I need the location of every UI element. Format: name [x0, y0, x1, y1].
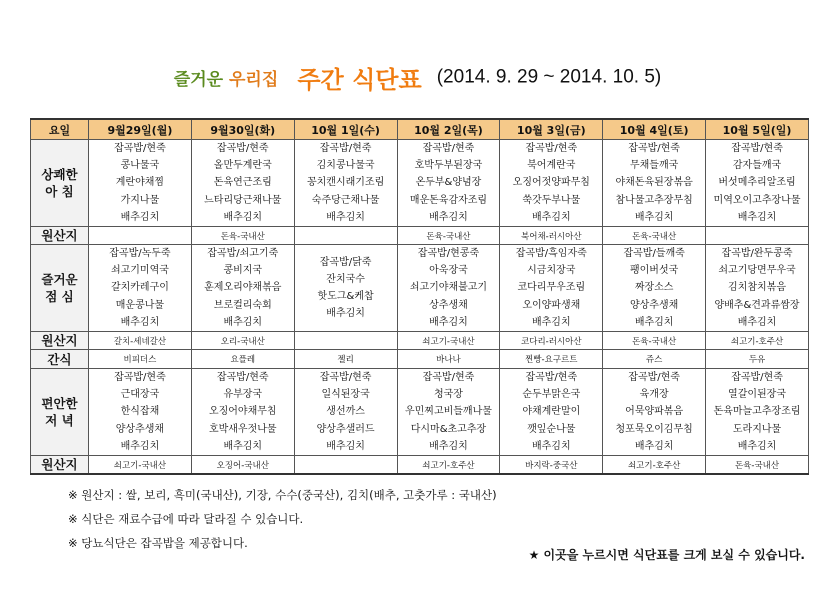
menu-cell: [500, 245, 603, 332]
menu-cell: [397, 140, 500, 227]
header-cell: 9월29일(월): [89, 119, 192, 140]
dish-item: 잡곡밥/현죽: [628, 143, 680, 154]
menu-cell: [294, 140, 397, 227]
origin-cell: [294, 456, 397, 475]
dish-item: 청국장: [433, 389, 463, 401]
dish-item: 코다리무우조림: [517, 282, 586, 294]
header-cell: 10월 2일(목): [397, 119, 500, 140]
dish-item: 잡곡밥/닭죽: [319, 256, 372, 268]
origin-cell: 돈육-국내산: [603, 227, 706, 245]
title-date-range: (2014. 9. 29 ~ 2014. 10. 5): [436, 66, 662, 88]
dish-item: 배추김치: [634, 440, 674, 452]
note-diabetic: ※ 당뇨식단은 잡곡밥을 제공합니다.: [68, 536, 248, 550]
dish-item: 배추김치: [737, 440, 777, 452]
dish-item: 잡곡밥/현콩죽: [417, 248, 480, 260]
snack-cell: 젤리: [294, 350, 397, 369]
header-cell: 요일: [31, 119, 89, 140]
dish-item: 배추김치: [223, 316, 263, 328]
dish-item: 다시마&초고추장: [410, 423, 487, 435]
dish-item: 가지나물: [120, 194, 160, 206]
dish-item: 야채돈육된장볶음: [615, 177, 693, 189]
menu-cell: [89, 245, 192, 332]
dish-item: 배추김치: [531, 211, 571, 223]
menu-cell: [89, 369, 192, 456]
dish-item: 잡곡밥/흑임자죽: [515, 248, 587, 260]
dish-item: 잡곡밥/현죽: [422, 143, 475, 154]
origin-cell: 갈치-세네갈산: [89, 332, 192, 350]
origin-cell: 쇠고기-호주산: [603, 456, 706, 475]
dish-item: 배추김치: [429, 211, 468, 223]
row-label: 상쾌한 아 침: [31, 140, 89, 227]
dish-item: 북어계란국: [527, 160, 576, 172]
dish-item: 배추김치: [223, 211, 263, 223]
snack-row: [31, 350, 809, 369]
dish-item: 우민찌고비들깨나물: [404, 406, 492, 418]
dish-item: 잡곡밥/현죽: [628, 372, 680, 384]
origin-cell: 돈육-국내산: [603, 332, 706, 350]
menu-cell: [706, 369, 809, 456]
row-label: 간식: [31, 350, 89, 369]
breakfast-row: [31, 140, 809, 227]
origin-cell: 오리-국내산: [191, 332, 294, 350]
dish-item: 돈육연근조림: [213, 177, 272, 189]
dish-item: 쇠고기미역국: [110, 265, 169, 277]
dish-item: 배추김치: [326, 440, 365, 452]
origin-cell: [89, 227, 192, 245]
snack-cell: 요플레: [191, 350, 294, 369]
dish-item: 호박두부된장국: [414, 160, 483, 172]
dish-item: 잡곡밥/완두콩죽: [721, 248, 793, 260]
dish-item: 팽이버섯국: [629, 265, 679, 277]
dish-item: 잡곡밥/현죽: [731, 372, 783, 384]
dish-item: 짜장소스: [634, 282, 674, 294]
origin-cell: 오징어-국내산: [191, 456, 294, 475]
dish-item: 양상추샐러드: [316, 423, 375, 435]
dish-item: 잡곡밥/들깨죽: [623, 248, 685, 260]
notes: [68, 483, 497, 555]
row-label: 원산지: [31, 227, 89, 245]
dish-item: 어묵양파볶음: [625, 406, 684, 418]
weekly-menu-table: [30, 118, 809, 475]
dish-item: 오징어젓양파무침: [512, 177, 590, 189]
note-origin: ※ 원산지 : 쌀, 보리, 흑미(국내산), 기장, 수수(중국산), 김치(배추, 고춧가루 : 국내산): [68, 488, 497, 502]
snack-cell: 찐빵-요구르트: [500, 350, 603, 369]
dish-item: 양상추생채: [115, 423, 165, 435]
dish-item: 오이양파생채: [522, 299, 581, 311]
dish-item: 열갈이된장국: [728, 389, 787, 401]
dish-item: 청포묵오이김무침: [615, 423, 693, 435]
dish-item: 아욱장국: [429, 265, 468, 277]
header-cell: 10월 4일(토): [603, 119, 706, 140]
origin-cell: [706, 227, 809, 245]
dish-item: 근대장국: [120, 389, 160, 401]
dish-item: 숙주당근채나물: [311, 194, 380, 206]
dish-item: 상추생채: [429, 299, 468, 311]
menu-cell: [603, 245, 706, 332]
dish-item: 올만두계란국: [213, 160, 272, 172]
dish-item: 브로컬리숙회: [213, 299, 272, 311]
dish-item: 호박새우젓나물: [208, 423, 277, 435]
snack-cell: 비피더스: [89, 350, 192, 369]
dish-item: 생선까스: [326, 406, 365, 418]
dish-item: 꽁치캔시래기조림: [306, 177, 385, 189]
menu-cell: [191, 245, 294, 332]
dish-item: 잡곡밥/현죽: [216, 143, 269, 154]
dish-item: 버섯메추리알조림: [718, 177, 796, 189]
header-cell: 10월 3일(금): [500, 119, 603, 140]
menu-cell: [603, 140, 706, 227]
dish-item: 돈육마늘고추장조림: [713, 406, 801, 418]
dish-item: 배추김치: [120, 211, 160, 223]
snack-cell: 쥬스: [603, 350, 706, 369]
dish-item: 시금치장국: [527, 265, 576, 277]
menu-cell: [500, 369, 603, 456]
header-cell: 9월30일(화): [191, 119, 294, 140]
menu-cell: [706, 245, 809, 332]
dish-item: 핫도그&케찹: [317, 291, 374, 303]
origin-cell: 바지락-중국산: [500, 456, 603, 475]
origin-cell: 북어채-러시아산: [500, 227, 603, 245]
dinner-row: [31, 369, 809, 456]
dish-item: 잡곡밥/쇠고기죽: [207, 248, 279, 260]
dish-item: 쇠고기야채불고기: [409, 282, 488, 294]
dish-item: 쇠고기당면무우국: [718, 265, 796, 277]
dish-item: 배추김치: [429, 440, 468, 452]
origin-cell: 코다리-러시아산: [500, 332, 603, 350]
origin-row: [31, 227, 809, 245]
dish-item: 김치참치볶음: [728, 282, 787, 294]
dish-item: 감자들깨국: [732, 160, 782, 172]
dish-item: 배추김치: [429, 316, 468, 328]
dish-item: 한식잡채: [120, 406, 160, 418]
dish-item: 무채들깨국: [629, 160, 679, 172]
dish-item: 잡곡밥/현죽: [114, 372, 166, 384]
dish-item: 배추김치: [326, 211, 365, 223]
menu-cell: [397, 245, 500, 332]
dish-item: 깻잎순나물: [527, 423, 576, 435]
menu-cell: [706, 140, 809, 227]
dish-item: 잡곡밥/현죽: [319, 143, 372, 154]
dish-item: 김치콩나물국: [316, 160, 375, 172]
dish-item: 배추김치: [120, 440, 160, 452]
dish-item: 매운돈육감자조림: [409, 194, 488, 206]
menu-cell: [397, 369, 500, 456]
dish-item: 도라지나물: [732, 423, 782, 435]
header-cell: 10월 1일(수): [294, 119, 397, 140]
dish-item: 온두부&양념장: [415, 177, 482, 189]
dish-item: 배추김치: [531, 316, 571, 328]
origin-cell: 돈육-국내산: [706, 456, 809, 475]
title-main: 주간 식단표: [297, 66, 422, 94]
menu-cell: [89, 140, 192, 227]
menu-title: [0, 60, 835, 95]
origin-cell: 쇠고기-국내산: [89, 456, 192, 475]
dish-item: 양상추생채: [629, 299, 679, 311]
origin-row: [31, 456, 809, 475]
menu-cell: [603, 369, 706, 456]
dish-item: 육개장: [639, 389, 669, 401]
dish-item: 잡곡밥/현죽: [422, 372, 475, 384]
origin-cell: 돈육-국내산: [397, 227, 500, 245]
dish-item: 배추김치: [737, 211, 777, 223]
menu-cell: [294, 369, 397, 456]
dish-item: 계란야채찜: [115, 177, 165, 189]
origin-cell: 쇠고기-국내산: [397, 332, 500, 350]
origin-cell: 쇠고기-호주산: [706, 332, 809, 350]
snack-cell: 두유: [706, 350, 809, 369]
dish-item: 잔치국수: [326, 273, 365, 285]
dish-item: 미역오이고추장나물: [713, 194, 801, 206]
dish-item: 잡곡밥/녹두죽: [109, 248, 171, 260]
origin-cell: 쇠고기-호주산: [397, 456, 500, 475]
dish-item: 잡곡밥/현죽: [216, 372, 269, 384]
lunch-row: [31, 245, 809, 332]
note-supply: ※ 식단은 재료수급에 따라 달라질 수 있습니다.: [68, 512, 304, 526]
dish-item: 잡곡밥/현죽: [525, 372, 578, 384]
origin-row: [31, 332, 809, 350]
dish-item: 배추김치: [634, 211, 674, 223]
origin-cell: [294, 332, 397, 350]
menu-cell: [294, 245, 397, 332]
dish-item: 양배추&견과류쌈장: [714, 299, 800, 311]
dish-item: 잡곡밥/현죽: [319, 372, 372, 384]
dish-item: 배추김치: [634, 316, 674, 328]
dish-item: 유부장국: [223, 389, 263, 401]
dish-item: 잡곡밥/현죽: [525, 143, 578, 154]
dish-item: 일식된장국: [321, 389, 370, 401]
dish-item: 잡곡밥/현죽: [114, 143, 166, 154]
dish-item: 배추김치: [737, 316, 777, 328]
snack-cell: 바나나: [397, 350, 500, 369]
row-label: 편안한 저 녁: [31, 369, 89, 456]
dish-item: 콩비지국: [223, 265, 263, 277]
origin-cell: [294, 227, 397, 245]
header-cell: 10월 5일(일): [706, 119, 809, 140]
dish-item: 배추김치: [223, 440, 263, 452]
row-label: 원산지: [31, 332, 89, 350]
dish-item: 잡곡밥/현죽: [731, 143, 783, 154]
header-row: [31, 119, 809, 140]
dish-item: 쑥갓두부나물: [522, 194, 581, 206]
dish-item: 훈제오리야채볶음: [204, 282, 282, 294]
dish-item: 배추김치: [326, 308, 365, 320]
dish-item: 느타리당근채나물: [204, 194, 282, 206]
dish-item: 오징어야채무침: [208, 406, 277, 418]
dish-item: 참나물고추장무침: [615, 194, 693, 206]
dish-item: 야채계란말이: [522, 406, 581, 418]
menu-cell: [191, 140, 294, 227]
enlarge-menu-link[interactable]: ★ 이곳을 누르시면 식단표를 크게 보실 수 있습니다.: [528, 548, 805, 562]
dish-item: 배추김치: [120, 316, 160, 328]
row-label: 즐거운 점 심: [31, 245, 89, 332]
dish-item: 콩나물국: [120, 160, 160, 172]
dish-item: 매운콩나물: [115, 299, 165, 311]
dish-item: 배추김치: [531, 440, 571, 452]
menu-cell: [500, 140, 603, 227]
dish-item: 순두부맑은국: [522, 389, 581, 401]
menu-cell: [191, 369, 294, 456]
origin-cell: 돈육-국내산: [191, 227, 294, 245]
title-subtitle: 즐거운 우리집: [173, 70, 279, 90]
dish-item: 갈치카레구이: [110, 282, 169, 294]
row-label: 원산지: [31, 456, 89, 475]
